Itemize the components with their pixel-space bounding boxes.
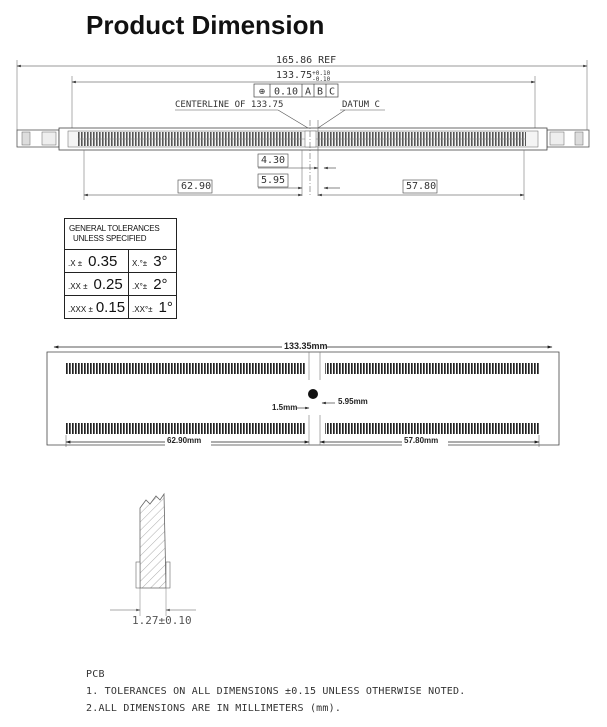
tolerances-header-line2: UNLESS SPECIFIED bbox=[73, 234, 147, 243]
tol-angular-label: .X°± bbox=[132, 281, 148, 291]
dim-main-tol-plus: +0.10 bbox=[312, 70, 331, 77]
pad-row-top-left bbox=[66, 363, 305, 374]
dim-main-tol-minus: -0.10 bbox=[312, 76, 331, 83]
feature-control-frame bbox=[254, 84, 338, 98]
gold-finger-pad bbox=[136, 562, 140, 588]
tol-angular-value: 3° bbox=[153, 252, 168, 270]
pcb-label: PCB bbox=[86, 669, 105, 680]
leader-line bbox=[318, 110, 345, 128]
connector-drawing bbox=[0, 0, 607, 215]
table-row bbox=[65, 296, 177, 319]
dim-4-30-label: 4.30 bbox=[261, 155, 286, 166]
tol-angular-label: X.°± bbox=[132, 258, 148, 268]
tol-linear-value: 0.35 bbox=[88, 252, 118, 270]
dim-1-5-label: 1.5mm bbox=[272, 403, 298, 412]
tol-angular-label: .XX°± bbox=[132, 304, 153, 314]
centerline-label: CENTERLINE OF 133.75 bbox=[175, 100, 284, 110]
dim-overall-label: 165.86 REF bbox=[276, 55, 337, 66]
general-tolerances-table bbox=[64, 218, 177, 319]
pcb-note-1: 1. TOLERANCES ON ALL DIMENSIONS ±0.15 UNLESS OTHERWISE NOTED. bbox=[86, 686, 466, 697]
fcf-datum-a: A bbox=[304, 86, 312, 98]
dim-62-90mm-label: 62.90mm bbox=[167, 436, 202, 445]
dim-total-label: 133.35mm bbox=[284, 341, 328, 351]
tol-linear-label: .XXX ± bbox=[68, 304, 93, 314]
dim-62-90-label: 62.90 bbox=[181, 181, 212, 192]
tol-linear-value: 0.15 bbox=[95, 298, 126, 316]
pcb-cross-section bbox=[140, 494, 166, 588]
fcf-datum-b: B bbox=[316, 86, 324, 98]
tolerances-header bbox=[65, 219, 177, 250]
page-title: Product Dimension bbox=[86, 10, 325, 40]
pad-row-top-right bbox=[325, 363, 539, 374]
tol-angular-value: 1° bbox=[158, 298, 173, 316]
connector-key bbox=[305, 131, 316, 147]
tol-linear-value: 0.25 bbox=[93, 275, 123, 293]
connector-body bbox=[17, 128, 589, 150]
dim-57-80mm-label: 57.80mm bbox=[404, 436, 439, 445]
position-symbol-icon: ⊕ bbox=[258, 86, 266, 98]
dim-57-80-label: 57.80 bbox=[406, 181, 437, 192]
tol-linear-label: .X ± bbox=[68, 258, 83, 268]
gold-finger-pad bbox=[166, 562, 170, 588]
datum-label: DATUM C bbox=[342, 100, 380, 110]
pcb-footprint-drawing bbox=[0, 335, 607, 455]
table-row bbox=[65, 250, 177, 273]
pcb-notes bbox=[86, 666, 465, 717]
dim-main-label bbox=[276, 70, 330, 83]
fcf-datum-c: C bbox=[328, 86, 336, 98]
pad-row-bottom-left bbox=[66, 423, 305, 434]
table-row bbox=[65, 273, 177, 296]
tol-linear-label: .XX ± bbox=[68, 281, 88, 291]
fcf-tolerance-value: 0.10 bbox=[273, 86, 299, 98]
dim-5-95-label: 5.95 bbox=[261, 175, 286, 186]
dim-thickness-label: 1.27±0.10 bbox=[132, 614, 192, 627]
dim-5-95mm-label: 5.95mm bbox=[338, 397, 368, 406]
tolerances-header-line1: GENERAL TOLERANCES bbox=[69, 224, 160, 233]
pad-row-bottom-right bbox=[325, 423, 539, 434]
tol-angular-value: 2° bbox=[153, 275, 168, 293]
pcb-note-2: 2.ALL DIMENSIONS ARE IN MILLIMETERS (mm). bbox=[86, 703, 342, 714]
dim-main-value: 133.75 bbox=[276, 70, 313, 81]
datum-hole bbox=[308, 389, 318, 399]
leader-line bbox=[278, 110, 308, 128]
